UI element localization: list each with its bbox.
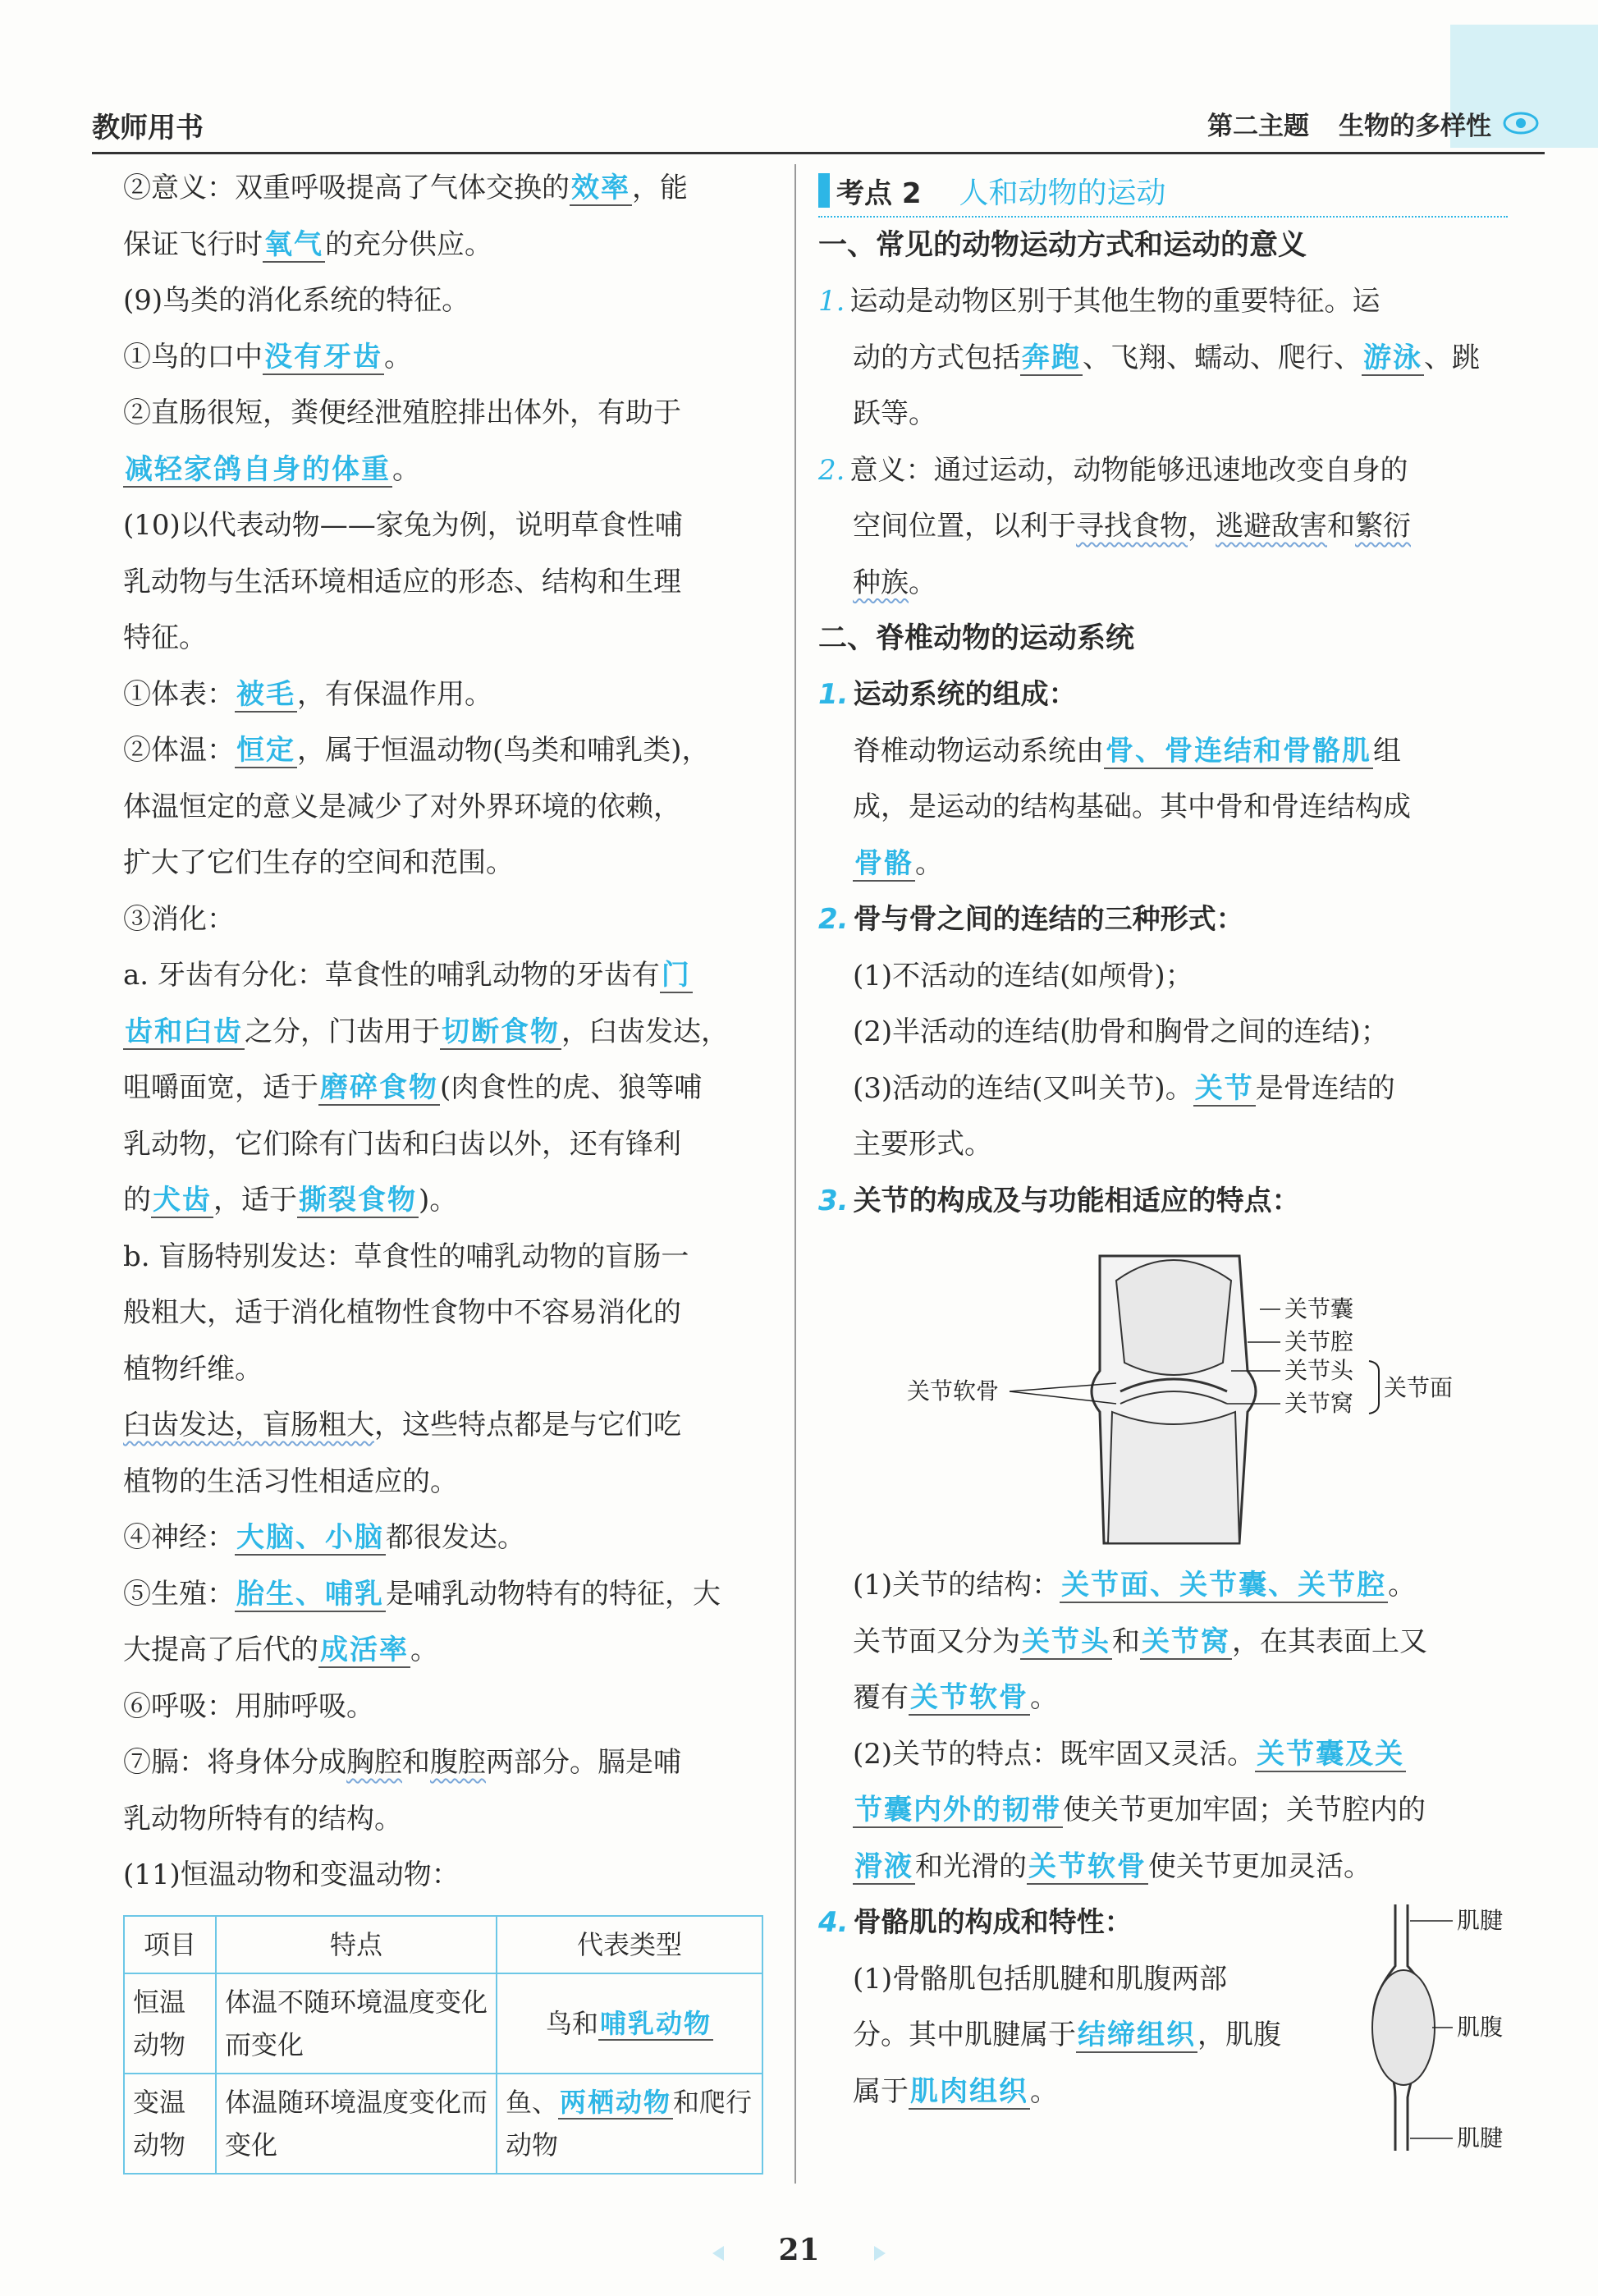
answer: 减轻家鸽自身的体重	[125, 452, 391, 486]
text-line: ⑥呼吸：用肺呼吸。	[123, 1689, 374, 1723]
text-line: ②直肠很短，粪便经泄殖腔排出体外，有助于	[123, 396, 681, 429]
text-line: ②意义：双重呼吸提高了气体交换的效率，能	[123, 172, 688, 204]
answer: 没有牙齿	[264, 340, 382, 374]
text-line: 2. 意义：通过运动，动物能够迅速地改变自身的	[818, 453, 1408, 487]
text-line: 骨骼。	[854, 846, 943, 880]
text-line: ⑦膈：将身体分成胸腔和腹腔两部分。膈是哺	[123, 1746, 681, 1779]
text-line: 体温恒定的意义是减少了对外界环境的依赖，	[123, 790, 681, 823]
table-header: 项目	[124, 1916, 216, 1973]
text-line: 植物纤维。	[123, 1352, 263, 1386]
answer: 磨碎食物	[320, 1071, 438, 1104]
text-line: ③消化：	[123, 902, 235, 936]
text-line: 乳动物所特有的结构。	[123, 1802, 402, 1835]
text-line: 1. 运动是动物区别于其他生物的重要特征。运	[818, 285, 1381, 318]
text-line: 属于肌肉组织。	[853, 2074, 1058, 2108]
item-title: 3. 关节的构成及与功能相适应的特点：	[818, 1184, 1300, 1217]
answer: 被毛	[236, 677, 295, 711]
text-line: 般粗大，适于消化植物性食物中不容易消化的	[123, 1296, 681, 1329]
table-cell: 鸟和哺乳动物	[497, 1973, 762, 2074]
text-line: ①鸟的口中没有牙齿。	[123, 340, 412, 374]
answer: 撕裂食物	[299, 1184, 417, 1217]
text-line: ②体温：恒定，属于恒温动物(鸟类和哺乳类)，	[123, 734, 710, 767]
table-cell: 变温动物	[124, 2074, 216, 2174]
subsection-title: 一、常见的动物运动方式和运动的意义	[818, 229, 1307, 262]
table-cell: 体温随环境温度变化而变化	[216, 2074, 497, 2174]
answer: 成活率	[320, 1634, 409, 1666]
text-line: 齿和臼齿之分，门齿用于切断食物，臼齿发达，	[125, 1015, 729, 1048]
text-line: ⑤生殖：胎生、哺乳是哺乳动物特有的特征，大	[123, 1577, 721, 1611]
item-title: 1. 运动系统的组成：	[818, 678, 1077, 711]
label-surface: 关节面	[1384, 1374, 1454, 1401]
text-line: (2)半活动的连结(肋骨和胸骨之间的连结)；	[853, 1015, 1389, 1048]
text-line: 减轻家鸽自身的体重。	[125, 452, 420, 486]
label-belly: 肌腹	[1457, 2014, 1504, 2041]
text-line: 覆有关节软骨。	[853, 1681, 1058, 1714]
text-line: 种族。	[853, 566, 936, 599]
text-line: (11)恒温动物和变温动物：	[123, 1858, 460, 1891]
text-line: (2)关节的特点：既牢固又灵活。关节囊及关	[853, 1737, 1405, 1771]
text-line: 臼齿发达，盲肠粗大，这些特点都是与它们吃	[123, 1409, 681, 1441]
text-line: 主要形式。	[853, 1128, 992, 1161]
next-arrow-icon	[874, 2246, 886, 2261]
text-line: (1)骨骼肌包括肌腱和肌腹两部	[853, 1962, 1228, 1996]
table-cell: 体温不随环境温度变化而变化	[216, 1973, 497, 2074]
text-line: a. 牙齿有分化：草食性的哺乳动物的牙齿有门	[123, 959, 691, 992]
text-line: 节囊内外的韧带使关节更加牢固；关节腔内的	[854, 1794, 1426, 1826]
label-socket: 关节窝	[1284, 1390, 1354, 1417]
page-header	[0, 0, 1598, 156]
table-cell: 鱼、两栖动物和爬行动物	[497, 2074, 762, 2174]
text-line: (10)以代表动物——家兔为例，说明草食性哺	[123, 509, 683, 542]
answer: 门	[661, 959, 691, 992]
text-line: 动的方式包括奔跑、飞翔、蠕动、爬行、游泳、跳	[853, 341, 1480, 374]
topic-title: 生物的多样性	[1339, 112, 1491, 141]
section-heading	[818, 165, 1508, 218]
label-tendon-bottom: 肌腱	[1457, 2124, 1504, 2152]
label-head: 关节头	[1284, 1357, 1354, 1384]
skeletal-muscle-diagram	[1346, 1900, 1527, 2155]
joint-diagram	[895, 1248, 1518, 1547]
kaodian-label: 考点 2	[836, 176, 922, 210]
table-header: 代表类型	[497, 1916, 762, 1973]
table-row	[124, 2074, 762, 2174]
answer: 胎生、哺乳	[236, 1577, 384, 1611]
label-tendon-top: 肌腱	[1457, 1907, 1504, 1934]
table-header-row	[124, 1916, 762, 1973]
right-column	[818, 160, 1500, 2120]
comparison-table	[123, 1915, 763, 2175]
text-line: 空间位置，以利于寻找食物，逃避敌害和繁衍	[853, 510, 1411, 543]
heading-marker	[818, 173, 830, 208]
table-cell: 恒温动物	[124, 1973, 216, 2074]
eye-icon	[1503, 107, 1539, 140]
topic-label	[1178, 105, 1491, 142]
text-line: b. 盲肠特别发达：草食性的哺乳动物的盲肠一	[123, 1240, 689, 1273]
page-number: 21	[778, 2233, 820, 2267]
text-line: 大提高了后代的成活率。	[123, 1634, 438, 1666]
text-line: 植物的生活习性相适应的。	[123, 1464, 458, 1498]
answer: 效率	[571, 172, 630, 204]
text-line: 乳动物与生活环境相适应的形态、结构和生理	[123, 565, 681, 598]
text-line: (1)关节的结构：关节面、关节囊、关节腔。	[853, 1569, 1417, 1602]
text-line: 咀嚼面宽，适于磨碎食物(肉食性的虎、狼等哺	[123, 1071, 703, 1104]
text-line: 关节面又分为关节头和关节窝，在其表面上又	[853, 1625, 1427, 1658]
item-title: 4. 骨骼肌的构成和特性：	[818, 1906, 1133, 1939]
text-line: 乳动物，它们除有门齿和臼齿以外，还有锋利	[123, 1127, 681, 1161]
label-cavity: 关节腔	[1284, 1328, 1354, 1355]
answer: 犬齿	[153, 1184, 212, 1217]
text-line: 脊椎动物运动系统由骨、骨连结和骨骼肌组	[853, 734, 1401, 768]
text-line: (9)鸟类的消化系统的特征。	[123, 284, 470, 317]
header-rule	[92, 152, 1545, 154]
answer: 氧气	[264, 227, 323, 261]
text-line: 成，是运动的结构基础。其中骨和骨连结构成	[853, 791, 1411, 823]
label-capsule: 关节囊	[1284, 1295, 1354, 1322]
text-line: 跃等。	[853, 397, 936, 430]
text-line: 特征。	[123, 621, 207, 654]
column-divider	[794, 164, 796, 2184]
table-header: 特点	[216, 1916, 497, 1973]
answer: 大脑、小脑	[236, 1521, 384, 1554]
text-line: 保证飞行时氧气的充分供应。	[123, 227, 492, 261]
answer: 切断食物	[442, 1015, 560, 1048]
text-line: (1)不活动的连结(如颅骨)；	[853, 959, 1193, 992]
answer: 恒定	[236, 734, 295, 767]
book-label: 教师用书	[92, 112, 204, 144]
text-line: (3)活动的连结(又叫关节)。关节是骨连结的	[853, 1071, 1395, 1105]
text-line: 的犬齿，适于撕裂食物)。	[123, 1184, 458, 1217]
label-cartilage: 关节软骨	[907, 1377, 1000, 1405]
table-row	[124, 1973, 762, 2074]
text-line: ①体表：被毛，有保温作用。	[123, 677, 492, 711]
text-line: ④神经：大脑、小脑都很发达。	[123, 1521, 525, 1554]
answer: 齿和臼齿	[125, 1015, 243, 1048]
text-line: 扩大了它们生存的空间和范围。	[123, 846, 514, 879]
kaodian-title: 人和动物的运动	[959, 176, 1166, 210]
item-title: 2. 骨与骨之间的连结的三种形式：	[818, 903, 1244, 936]
emphasis: 臼齿发达，盲肠粗大	[123, 1409, 374, 1441]
text-line: 分。其中肌腱属于结缔组织，肌腹	[853, 2019, 1281, 2051]
text-line: 滑液和光滑的关节软骨使关节更加灵活。	[854, 1849, 1371, 1883]
left-column	[123, 160, 772, 2175]
subsection-title: 二、脊椎动物的运动系统	[818, 622, 1135, 655]
topic-number: 第二主题	[1207, 112, 1309, 141]
